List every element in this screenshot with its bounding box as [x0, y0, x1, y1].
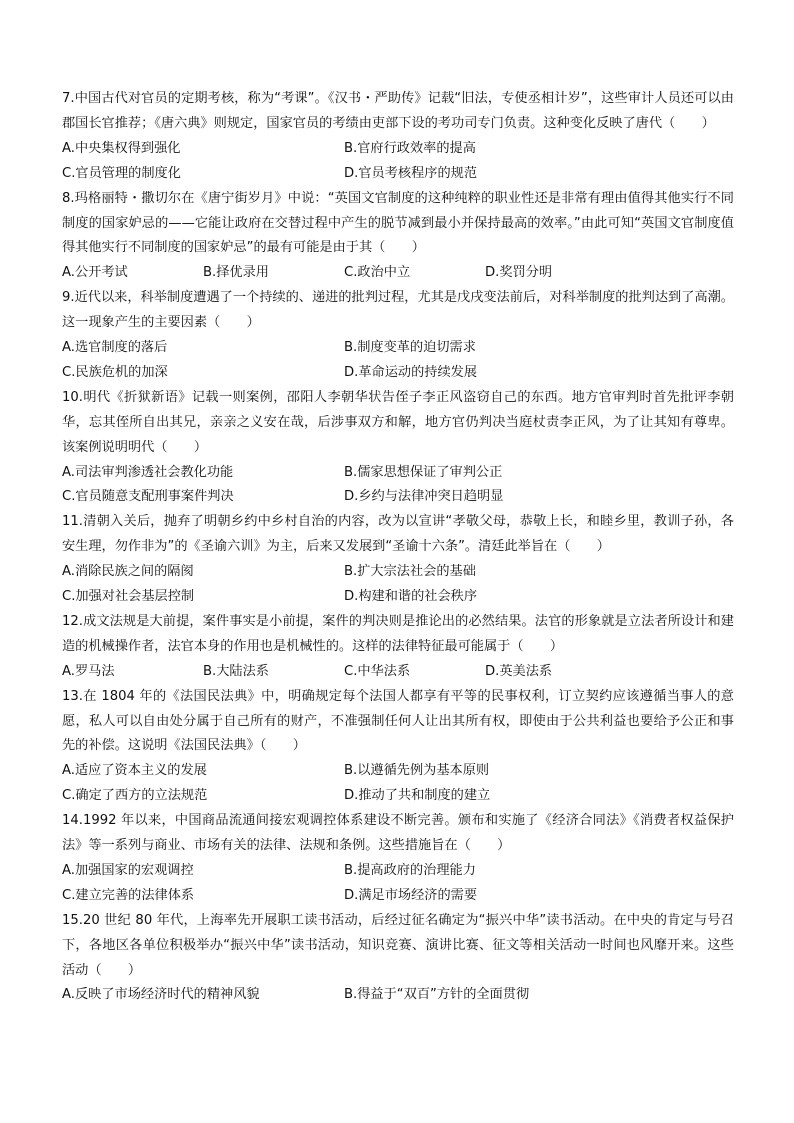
- option-d: D.革命运动的持续发展: [344, 364, 478, 380]
- option-a: A.适应了资本主义的发展: [62, 763, 207, 779]
- options: [62, 560, 734, 610]
- option-b: B.提高政府的治理能力: [344, 862, 476, 878]
- question-stem: 15.20 世纪 80 年代，上海率先开展职工读书活动，后经过征名确定为“振兴中华”读书活动。在中央的肯定与号召下，各地区各单位积极举办“振兴中华”读书活动，知识竞赛、演讲比赛、征文等相关活动一时间也风靡开来。这些活动（ ）: [62, 912, 734, 978]
- option-d: D.构建和谐的社会秩序: [344, 589, 478, 604]
- question-stem: 14.1992 年以来，中国商品流通间接宏观调控体系建设不断完善。颁布和实施了《经济合同法》《消费者权益保护法》等一系列与商业、市场有关的法律、法规和条例。这些措施旨在（ ）: [62, 813, 734, 853]
- option-d: D.乡约与法律冲突日趋明显: [344, 489, 504, 505]
- question-15: [62, 909, 734, 1009]
- option-a: A.消除民族之间的隔阂: [62, 564, 194, 580]
- option-c: C.中华法系: [344, 663, 411, 679]
- option-d: D.奖罚分明: [485, 265, 553, 281]
- option-b: B.扩大宗法社会的基础: [344, 564, 476, 580]
- option-d: D.英美法系: [485, 663, 553, 679]
- option-a: A.选官制度的落后: [62, 340, 168, 356]
- option-a: A.反映了市场经济时代的精神风貌: [62, 987, 260, 1003]
- option-c: C.官员随意支配刑事案件判决: [62, 489, 234, 505]
- option-d: D.官员考核程序的规范: [344, 165, 478, 181]
- option-a: A.公开考试: [62, 265, 128, 281]
- option-c: C.政治中立: [344, 265, 411, 281]
- exam-page: [62, 87, 734, 1008]
- question-stem: 13.在 1804 年的《法国民法典》中，明确规定每个法国人都享有平等的民事权利，订立契约应该遵循当事人的意愿，私人可以自由处分属于自己所有的财产，不准强制任何人让出其所有权，即使由于公共利益也要给予公正和事先的补偿。这说明《法国民法典》（ ）: [62, 688, 734, 754]
- question-stem: 7.中国古代对官员的定期考核，称为“考课”。《汉书・严助传》记载“旧法，专使丞相计岁”，这些审计人员还可以由郡国长官推荐；《唐六典》则规定，国家官员的考绩由吏部下设的考功司专门负责。这种变化反映了唐代（ ）: [62, 91, 734, 131]
- question-7: [62, 87, 734, 187]
- option-c: C.确定了西方的立法规范: [62, 788, 208, 804]
- question-12: [62, 610, 734, 685]
- options: [62, 461, 734, 511]
- options: [62, 336, 734, 386]
- options: [62, 137, 734, 187]
- question-9: [62, 286, 734, 386]
- option-b: B.官府行政效率的提高: [344, 140, 476, 156]
- option-a: A.加强国家的宏观调控: [62, 862, 194, 878]
- question-stem: 9.近代以来，科举制度遭遇了一个持续的、递进的批判过程，尤其是戊戌变法前后，对科举制度的批判达到了高潮。这一现象产生的主要因素（ ）: [62, 290, 734, 331]
- option-d: D.满足市场经济的需要: [344, 887, 478, 903]
- question-11: [62, 510, 734, 610]
- option-a: A.中央集权得到强化: [62, 140, 181, 156]
- options: [62, 759, 734, 809]
- option-b: B.得益于“双百”方针的全面贯彻: [344, 987, 530, 1003]
- option-c: C.官员管理的制度化: [62, 165, 181, 181]
- option-c: C.建立完善的法律体系: [62, 887, 195, 903]
- options: [62, 983, 734, 1008]
- question-stem: 11.清朝入关后，抛弃了明朝乡约中乡村自治的内容，改为以宣讲“孝敬父母，恭敬上长，和睦乡里，教训子孙，各安生理，勿作非为”的《圣谕六训》为主，后来又发展到“圣谕十六条”。清廷此举旨在（ ）: [62, 514, 734, 555]
- options: [62, 261, 734, 286]
- question-14: [62, 809, 734, 909]
- option-d: D.推动了共和制度的建立: [344, 788, 491, 804]
- option-a: A.司法审判渗透社会教化功能: [62, 464, 234, 480]
- option-b: B.大陆法系: [203, 663, 269, 679]
- option-b: B.制度变革的迫切需求: [344, 340, 476, 356]
- question-10: [62, 386, 734, 511]
- question-stem: 8.玛格丽特・撒切尔在《唐宁街岁月》中说：“英国文官制度的这种纯粹的职业性还是非常有理由值得其他实行不同制度的国家妒忌的——它能让政府在交替过程中产生的脱节减到最小并保持最高的效率。”由此可知“英国文官制度值得其他实行不同制度的国家妒忌”的最有可能是由于其（ ）: [62, 190, 734, 256]
- question-stem: 10.明代《折狱新语》记载一则案例，邵阳人李朝华状告侄子李正风盗窃自己的东西。地方官审判时首先批评李朝华，忘其侄所自出其兄，亲亲之义安在哉，后涉事双方和解，地方官仍判决当庭杖责李正风，为了让其知有尊卑。该案例说明明代（ ）: [62, 389, 734, 455]
- option-b: B.儒家思想保证了审判公正: [344, 464, 503, 480]
- option-b: B.择优录用: [203, 265, 269, 281]
- question-8: [62, 187, 734, 287]
- option-b: B.以遵循先例为基本原则: [344, 763, 490, 779]
- options: [62, 660, 734, 685]
- option-c: C.民族危机的加深: [62, 364, 168, 380]
- question-13: [62, 685, 734, 810]
- option-c: C.加强对社会基层控制: [62, 589, 195, 604]
- question-stem: 12.成文法规是大前提，案件事实是小前提，案件的判决则是推论出的必然结果。法官的形象就是立法者所设计和建造的机械操作者，法官本身的作用也是机械性的。这样的法律特征最可能属于（ ）: [62, 613, 734, 654]
- option-a: A.罗马法: [62, 663, 115, 679]
- options: [62, 859, 734, 909]
